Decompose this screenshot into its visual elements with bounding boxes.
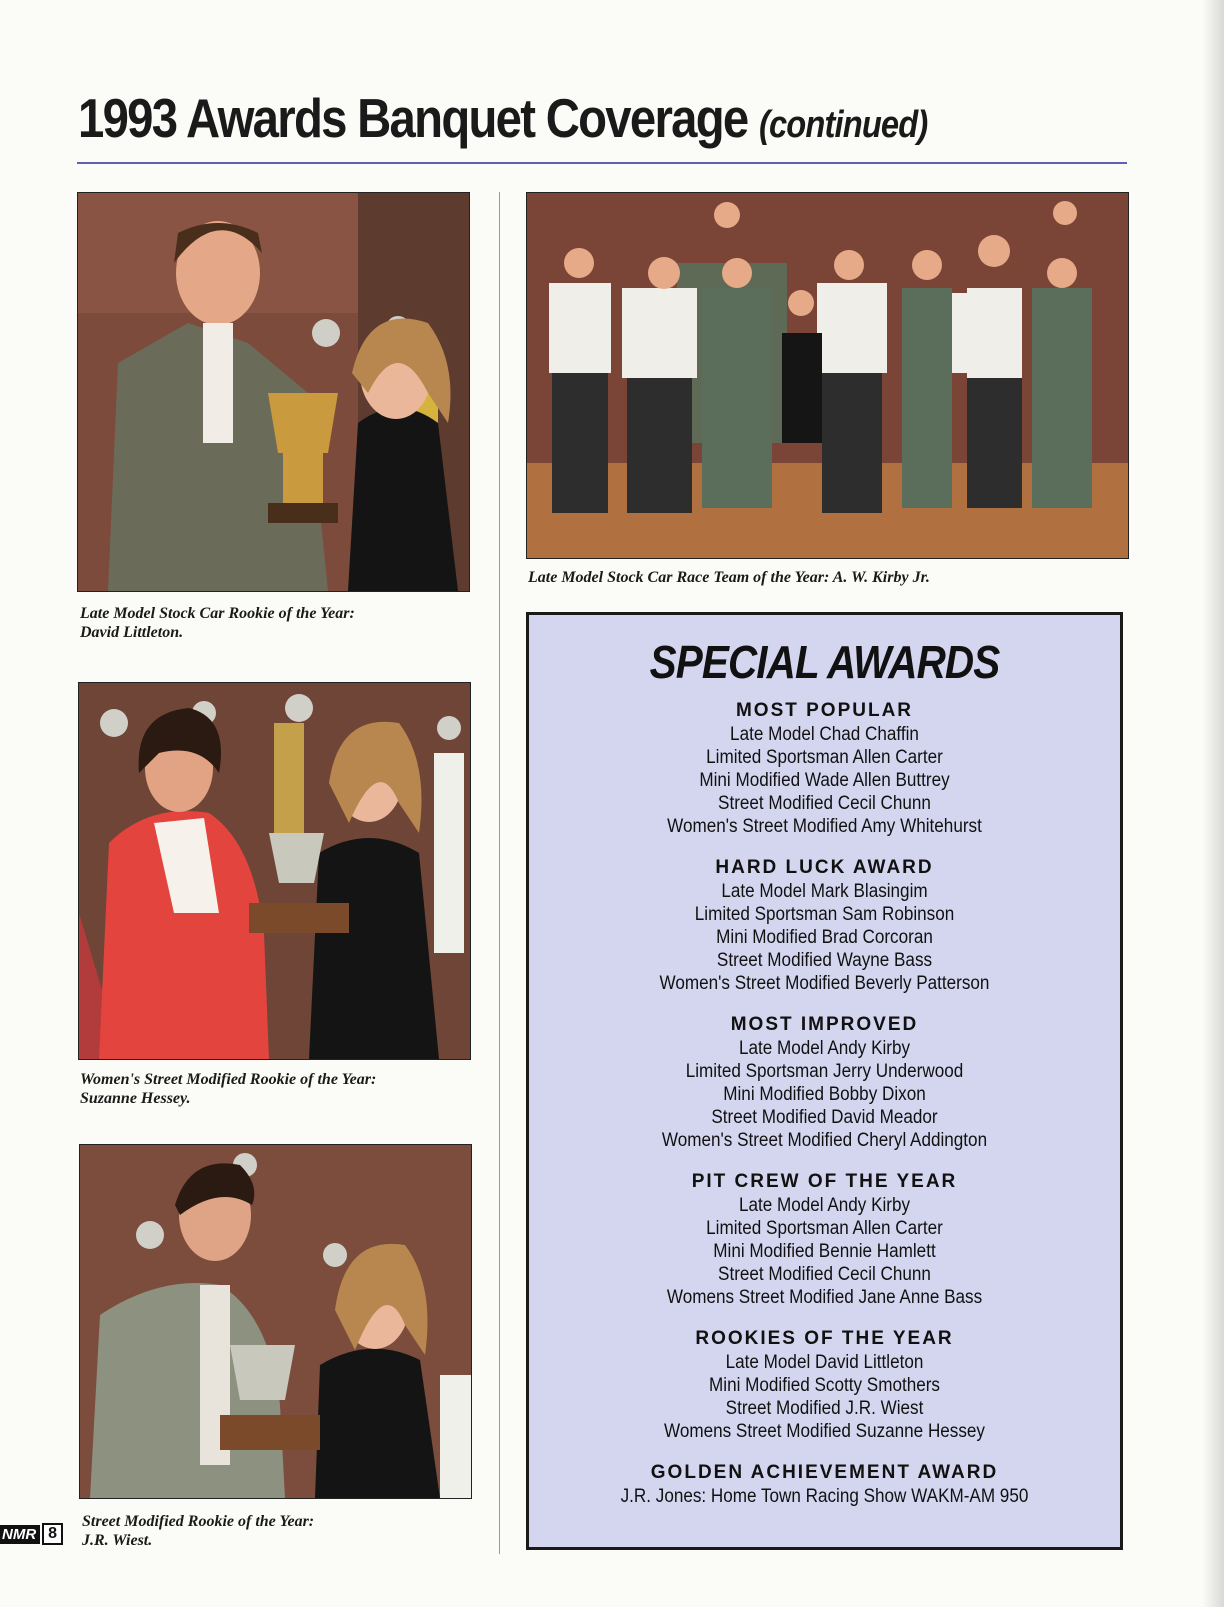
page-title-suffix: (continued) [758, 104, 928, 146]
award-winner: Late Model Andy Kirby [738, 1195, 911, 1216]
column-divider [499, 192, 500, 1554]
caption-line: Late Model Stock Car Rookie of the Year: [80, 605, 355, 622]
award-winner: Women's Street Modified Cheryl Addington [661, 1130, 988, 1151]
award-winner: Womens Street Modified Suzanne Hessey [664, 1421, 985, 1442]
caption-line: Women's Street Modified Rookie of the Year: [80, 1071, 377, 1088]
photo-caption-wiest [82, 1512, 482, 1550]
trophy-presentation-photo-hessey [78, 682, 471, 1060]
award-winner: Women's Street Modified Amy Whitehurst [667, 816, 982, 837]
caption-line: Late Model Stock Car Race Team of the Year: A. W. Kirby Jr. [528, 569, 930, 586]
award-heading: MOST POPULAR [735, 700, 914, 721]
award-section-pit-crew [529, 1170, 1120, 1309]
page-number: 8 [42, 1523, 63, 1545]
award-section-most-improved [529, 1013, 1120, 1152]
page-edge-shadow [1202, 0, 1224, 1607]
page-folio [0, 1523, 63, 1545]
award-winner: Street Modified Cecil Chunn [718, 1264, 931, 1285]
trophy-presentation-photo-littleton [77, 192, 470, 592]
caption-line: David Littleton. [80, 624, 184, 641]
award-winner: Womens Street Modified Jane Anne Bass [666, 1287, 983, 1308]
award-heading: ROOKIES OF THE YEAR [695, 1328, 954, 1349]
award-winner: Mini Modified Scotty Smothers [709, 1375, 940, 1396]
team-group-photo-kirby [526, 192, 1129, 559]
award-winner: Limited Sportsman Allen Carter [706, 747, 943, 768]
award-winner: Street Modified David Meador [711, 1107, 938, 1128]
award-winner: Late Model Andy Kirby [738, 1038, 911, 1059]
award-winner: Limited Sportsman Sam Robinson [694, 904, 955, 925]
award-winner: Mini Modified Wade Allen Buttrey [699, 770, 950, 791]
photo-caption-kirby [528, 568, 1088, 587]
award-heading: HARD LUCK AWARD [715, 857, 934, 878]
award-heading: GOLDEN ACHIEVEMENT AWARD [650, 1462, 999, 1483]
photo-caption-littleton [80, 604, 480, 642]
trophy-presentation-photo-wiest [79, 1144, 472, 1499]
award-winner: Mini Modified Bobby Dixon [723, 1084, 926, 1105]
award-section-most-popular [529, 699, 1120, 838]
award-section-golden-achievement [529, 1461, 1120, 1508]
special-awards-title: SPECIAL AWARDS [649, 636, 1000, 688]
caption-line: Suzanne Hessey. [80, 1090, 191, 1107]
magazine-logo: NMR [0, 1525, 40, 1544]
award-winner: Street Modified J.R. Wiest [725, 1398, 924, 1419]
caption-line: J.R. Wiest. [82, 1532, 153, 1549]
award-winner: Late Model David Littleton [725, 1352, 924, 1373]
award-winner: Late Model Mark Blasingim [721, 881, 928, 902]
award-section-rookies [529, 1327, 1120, 1443]
photo-illustration [80, 1145, 471, 1498]
award-winner: Limited Sportsman Jerry Underwood [685, 1061, 964, 1082]
award-winner: J.R. Jones: Home Town Racing Show WAKM-AM 950 [620, 1486, 1029, 1507]
award-winner: Women's Street Modified Beverly Patterson [659, 973, 990, 994]
page-title [78, 86, 927, 150]
award-winner: Limited Sportsman Allen Carter [706, 1218, 943, 1239]
award-winner: Mini Modified Brad Corcoran [716, 927, 933, 948]
photo-illustration [78, 193, 469, 591]
photo-illustration [79, 683, 470, 1059]
photo-illustration [527, 193, 1128, 558]
award-winner: Late Model Chad Chaffin [730, 724, 919, 745]
award-winner: Street Modified Wayne Bass [716, 950, 933, 971]
caption-line: Street Modified Rookie of the Year: [82, 1513, 315, 1530]
page-title-main: 1993 Awards Banquet Coverage [78, 87, 748, 149]
special-awards-box [526, 612, 1123, 1550]
award-heading: PIT CREW OF THE YEAR [691, 1171, 958, 1192]
award-winner: Street Modified Cecil Chunn [718, 793, 931, 814]
title-rule [77, 162, 1127, 164]
photo-caption-hessey [80, 1070, 480, 1108]
award-heading: MOST IMPROVED [730, 1014, 919, 1035]
award-section-hard-luck [529, 856, 1120, 995]
award-winner: Mini Modified Bennie Hamlett [713, 1241, 936, 1262]
